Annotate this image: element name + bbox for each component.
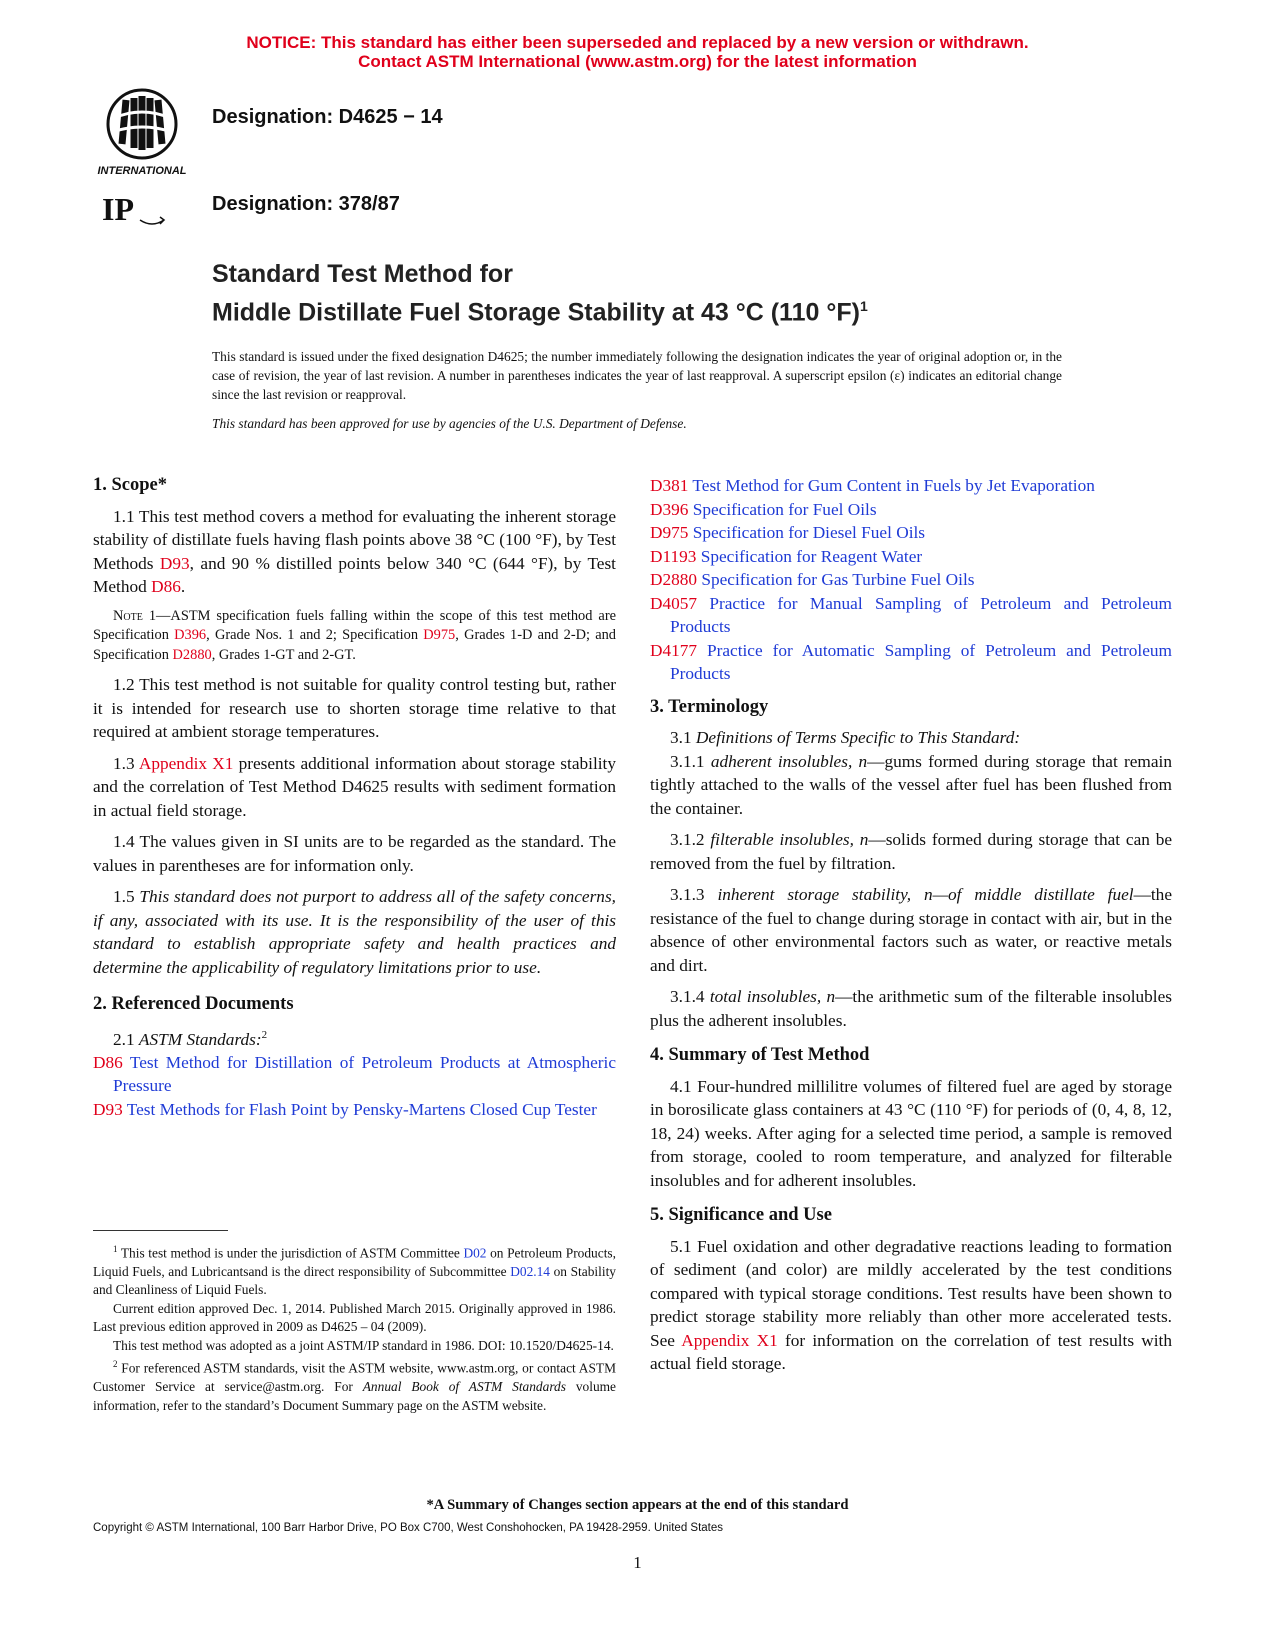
left-column (93, 474, 616, 1121)
issuance-statement: This standard is issued under the fixed designation D4625; the number immediately following the designation indicates the year of original adoption or, in the case of revision, the year of last revision. A number in parentheses indicates the year of last reapproval. A superscript epsilon (ε) indicates an editorial change since the last revision or reapproval. (212, 349, 1062, 402)
link-d02-14[interactable]: D02.14 (510, 1263, 551, 1279)
ref-item-d86[interactable]: D86 Test Method for Distillation of Petroleum Products at Atmospheric Pressure (93, 1052, 616, 1096)
section-heading-referenced-documents: 2. Referenced Documents (93, 994, 294, 1014)
definition-3-1-4: 3.1.4 total insolubles, n—the arithmetic sum of the filterable insolubles plus the adherent insolubles. (650, 987, 1173, 1030)
astm-logo-text: INTERNATIONAL (97, 165, 187, 177)
ref-item-d4177[interactable]: D4177 Practice for Automatic Sampling of Petroleum and Petroleum Products (650, 640, 1172, 683)
copyright-line: Copyright © ASTM International, 100 Barr Harbor Drive, PO Box C700, West Conshohocken, PA 19428-2959. United States (93, 1522, 724, 1534)
paragraph-5-1: 5.1 Fuel oxidation and other degradative reactions leading to formation of sediment (and color) are mildly accelerated by the test conditions compared with typical storage conditions. Test results have been shown to predict storage stability more reliably than other more accelerated tests. See Appendix X1 for information on the correlation of test results with actual field storage. (650, 1236, 1172, 1373)
link-d396[interactable]: D396 (174, 627, 207, 643)
ip-logo-text: IP (102, 191, 134, 227)
ref-item-d381[interactable]: D381 Test Method for Gum Content in Fuels by Jet Evaporation (650, 476, 1095, 495)
page-number: 1 (633, 1553, 642, 1572)
definition-3-1-2: 3.1.2 filterable insolubles, n—solids formed during storage that can be removed from the fuel by filtration. (650, 830, 1173, 873)
paragraph-1-2: 1.2 This test method is not suitable for quality control testing but, rather it is intended for research use to shorten storage time relative to that required at ambient storage temperatures. (93, 675, 616, 741)
summary-of-changes-note: *A Summary of Changes section appears at the end of this standard (426, 1497, 849, 1513)
link-d02[interactable]: D02 (463, 1245, 487, 1261)
footnote-2: $^2$ For referenced ASTM standards, visit the ASTM website, www.astm.org, or contact ASTM Customer Service at service@astm.org. For Annual Book of ASTM Standards volume information, refer to the standard’s Document Summary page on the ASTM website. (93, 1359, 617, 1413)
ip-designation: Designation: 378/87 (212, 193, 400, 215)
document-title (212, 258, 868, 328)
paragraph-1-3: 1.3 Appendix X1 presents additional information about storage stability and the correlation of Test Method D4625 results with sediment formation in actual field storage. (93, 753, 616, 820)
paragraph-1-5: 1.5 This standard does not purport to address all of the safety concerns, if any, associated with its use. It is the responsibility of the user of this standard to establish appropriate safety and health practices and determine the applicability of regulatory limitations prior to use. (93, 887, 616, 977)
definition-3-1-1: 3.1.1 adherent insolubles, n—gums formed during storage that remain tightly attached to the walls of the vessel after fuel has been flushed from the container. (650, 751, 1172, 818)
link-appendix-x1-2[interactable]: Appendix X1 (681, 1330, 778, 1350)
paragraph-2-1: 2.1 ASTM Standards:$^2$ (113, 1028, 268, 1049)
notice-line-1: NOTICE: This standard has either been superseded and replaced by a new version or withdrawn. (246, 33, 1029, 52)
definition-3-1-3: 3.1.3 inherent storage stability, n—of middle distillate fuel—the resistance of the fuel to change during storage in contact with air, but in the absence of other environmental factors such as water, or reactive metals and dirt. (650, 885, 1172, 975)
paragraph-1-1: 1.1 This test method covers a method for evaluating the inherent storage stability of distillate fuels having flash points above 38 °C (100 °F), by Test Methods D93, and 90 % distilled points below 340 °C (644 °F), by Test Method D86. (93, 506, 616, 596)
footnote-divider (93, 1230, 228, 1231)
ip-logo-icon (100, 190, 170, 230)
footnote-1-edition: Current edition approved Dec. 1, 2014. Published March 2015. Originally approved in 1986. Last previous edition approved in 2009 as D4625 – 04 (2009). (93, 1300, 616, 1335)
section-heading-scope: 1. Scope* (93, 475, 167, 495)
dod-approval-statement: This standard has been approved for use by agencies of the U.S. Department of Defense. (212, 416, 687, 431)
ref-item-d93[interactable]: D93 Test Methods for Flash Point by Pensky-Martens Closed Cup Tester (93, 1099, 597, 1119)
ref-item-d1193[interactable]: D1193 Specification for Reagent Water (650, 546, 923, 566)
section-heading-significance: 5. Significance and Use (650, 1205, 832, 1225)
ref-item-d4057[interactable]: D4057 Practice for Manual Sampling of Petroleum and Petroleum Products (650, 593, 1172, 636)
title-line-1: Standard Test Method for (212, 260, 513, 288)
link-d86[interactable]: D86 (151, 577, 181, 596)
paragraph-1-4: 1.4 The values given in SI units are to be regarded as the standard. The values in parentheses are for information only. (93, 832, 616, 875)
footnote-1-adoption: This test method was adopted as a joint ASTM/IP standard in 1986. DOI: 10.1520/D4625-14. (113, 1337, 614, 1353)
link-d975[interactable]: D975 (423, 627, 456, 643)
section-heading-terminology: 3. Terminology (650, 696, 769, 717)
link-d2880[interactable]: D2880 (172, 646, 212, 663)
astm-logo-icon (92, 82, 192, 178)
ref-item-d975[interactable]: D975 Specification for Diesel Fuel Oils (650, 523, 926, 542)
link-d93[interactable]: D93 (159, 553, 190, 573)
notice-banner (0, 33, 1275, 71)
title-line-2: Middle Distillate Fuel Storage Stability at 43 °C (110 °F) (212, 298, 860, 327)
paragraph-3-1: 3.1 Definitions of Terms Specific to This Standard: (670, 728, 1021, 747)
link-appendix-x1[interactable]: Appendix X1 (138, 753, 234, 773)
ref-item-d396[interactable]: D396 Specification for Fuel Oils (650, 499, 877, 519)
footnote-1: $^1$ This test method is under the jurisdiction of ASTM Committee D02 on Petroleum Products, Liquid Fuels, and Lubricantsand is the direct responsibility of Subcommittee D02.14 on Stability and Cleanliness of Liquid Fuels. (93, 1244, 616, 1298)
title-footnote-marker: 1 (859, 298, 868, 314)
note-1: Note 1—ASTM specification fuels falling within the scope of this test method are Specification D396, Grade Nos. 1 and 2; Specification D975, Grades 1-D and 2-D; and Specification D2880, Grades 1-GT and 2-GT. (93, 607, 616, 663)
section-heading-summary: 4. Summary of Test Method (650, 1045, 870, 1065)
paragraph-4-1: 4.1 Four-hundred millilitre volumes of filtered fuel are aged by storage in borosilicate glass containers at 43 °C (110 °F) for periods of (0, 4, 8, 12, 18, 24) weeks. After aging for a selected time period, a sample is removed from storage, cooled to room temperature, and analyzed for filterable insolubles and for adherent insolubles. (650, 1076, 1172, 1190)
astm-designation: Designation: D4625 − 14 (212, 106, 443, 128)
footnotes (93, 1240, 616, 1415)
ref-item-d2880[interactable]: D2880 Specification for Gas Turbine Fuel Oils (650, 570, 975, 589)
right-column (650, 474, 1172, 1384)
notice-line-2: Contact ASTM International (www.astm.org) for the latest information (358, 52, 917, 71)
